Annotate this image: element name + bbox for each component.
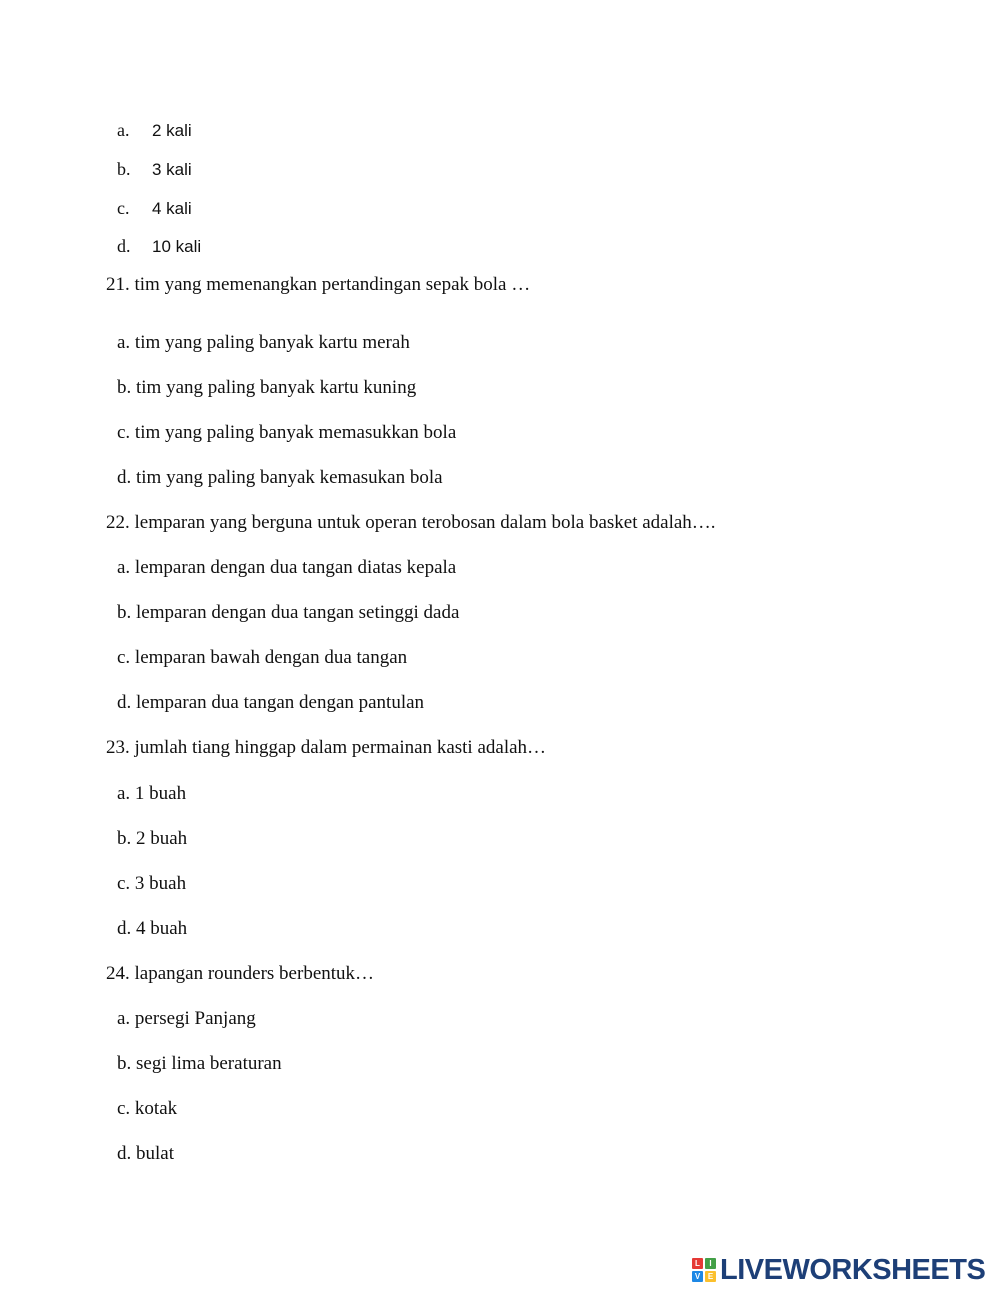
question-21: 21. tim yang memenangkan pertandingan sepak bola … <box>106 274 531 295</box>
q22-option-d: d. lemparan dua tangan dengan pantulan <box>117 692 425 713</box>
question-24: 24. lapangan rounders berbentuk… <box>106 963 375 984</box>
q24-option-d: d. bulat <box>117 1143 174 1164</box>
option-b: b. 3 kali <box>117 159 192 179</box>
q23-option-a: a. 1 buah <box>117 783 187 804</box>
q24-option-a: a. persegi Panjang <box>117 1008 256 1029</box>
option-a: a. 2 kali <box>117 120 192 140</box>
question-22: 22. lemparan yang berguna untuk operan terobosan dalam bola basket adalah…. <box>106 512 716 533</box>
q22-option-c: c. lemparan bawah dengan dua tangan <box>117 647 408 668</box>
q24-option-b: b. segi lima beraturan <box>117 1053 282 1074</box>
brand-name: LIVEWORKSHEETS <box>720 1253 986 1286</box>
q22-option-a: a. lemparan dengan dua tangan diatas kepala <box>117 557 457 578</box>
q21-option-d: d. tim yang paling banyak kemasukan bola <box>117 467 443 488</box>
q23-option-b: b. 2 buah <box>117 828 188 849</box>
q21-option-c: c. tim yang paling banyak memasukkan bola <box>117 422 457 443</box>
option-c: c. 4 kali <box>117 198 192 218</box>
q23-option-c: c. 3 buah <box>117 873 187 894</box>
liveworksheets-icon: L I V E <box>692 1258 716 1282</box>
q24-option-c: c. kotak <box>117 1098 178 1119</box>
liveworksheets-logo[interactable] <box>692 1254 985 1286</box>
q23-option-d: d. 4 buah <box>117 918 188 939</box>
q21-option-b: b. tim yang paling banyak kartu kuning <box>117 377 417 398</box>
option-d: d. 10 kali <box>117 236 202 256</box>
question-23: 23. jumlah tiang hinggap dalam permainan kasti adalah… <box>106 737 547 758</box>
q21-option-a: a. tim yang paling banyak kartu merah <box>117 332 410 353</box>
q22-option-b: b. lemparan dengan dua tangan setinggi dada <box>117 602 460 623</box>
